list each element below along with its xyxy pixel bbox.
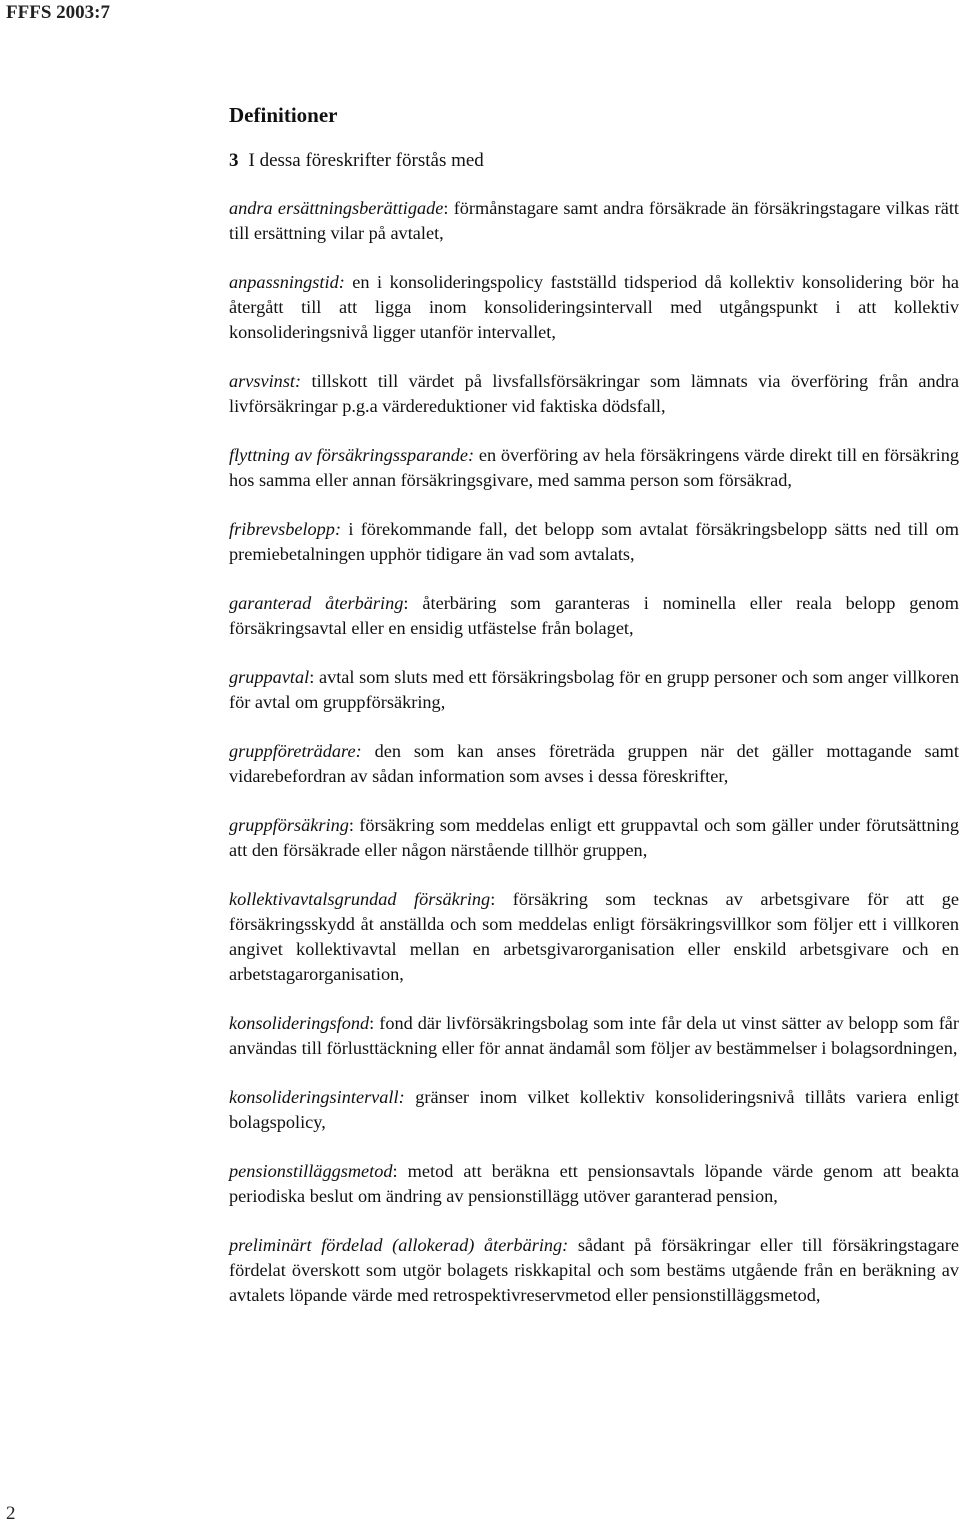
definition-term: preliminärt fördelad (allokerad) återbäring: <box>229 1235 569 1255</box>
definition-separator <box>362 741 375 761</box>
definition-item <box>229 443 959 493</box>
definition-term: flyttning av försäkringssparande: <box>229 445 475 465</box>
definition-text: metod att beräkna ett pensionsavtals löpande värde genom att beakta periodiska beslut om ändring av pensionstillägg utöver garanterad pension, <box>229 1161 959 1206</box>
definition-item <box>229 517 959 567</box>
definition-term: konsolideringsintervall: <box>229 1087 405 1107</box>
document-body <box>229 103 959 1332</box>
page-number: 2 <box>6 1503 16 1524</box>
definition-separator: : <box>403 593 423 613</box>
definition-item <box>229 1085 959 1135</box>
definition-text: sådant på försäkringar eller till försäkringstagare fördelat överskott som utgör bolagets riskkapital och som bestäms utgående från en beräkning av avtalets löpande värde med retrospektivreservmetod eller pensionstilläggsmetod, <box>229 1235 959 1305</box>
definition-term: gruppförsäkring <box>229 815 349 835</box>
definition-separator: : <box>309 667 319 687</box>
definition-separator: : <box>369 1013 380 1033</box>
definition-term: andra ersättningsberättigade <box>229 198 444 218</box>
definition-term: garanterad återbäring <box>229 593 404 613</box>
paragraph-number: 3 <box>229 150 239 171</box>
definition-term: konsolideringsfond <box>229 1013 370 1033</box>
definition-text: försäkring som tecknas av arbetsgivare för att ge försäkringsskydd åt anställda och som meddelas enligt försäkringsvillkor som följer ett i villkoren angivet kollektivavtal mellan en arbetsgivarorganisation eller enskild arbetsgivare och en arbetstagarorganisation, <box>229 889 959 984</box>
document-id-header: FFFS 2003:7 <box>6 2 110 23</box>
definition-text: avtal som sluts med ett försäkringsbolag för en grupp personer och som anger villkoren för avtal om gruppförsäkring, <box>229 667 959 712</box>
definition-item <box>229 1011 959 1061</box>
definition-text: gränser inom vilket kollektiv konsolideringsnivå tillåts variera enligt bolagspolicy, <box>229 1087 959 1132</box>
definition-item <box>229 739 959 789</box>
definition-text: fond där livförsäkringsbolag som inte får dela ut vinst sätter av belopp som får användas till förlusttäckning eller för annat ändamål som följer av bestämmelser i bolagsordningen, <box>229 1013 959 1058</box>
definition-text: en överföring av hela försäkringens värde direkt till en försäkring hos samma eller annan försäkringsgivare, med samma person som försäkrad, <box>229 445 959 490</box>
definition-item <box>229 665 959 715</box>
definition-term: gruppavtal <box>229 667 310 687</box>
definition-text: en i konsolideringspolicy fastställd tidsperiod då kollektiv konsolidering bör ha återgått till att ligga inom konsolideringsintervall med utgångspunkt i att kollektiv konsolideringsnivå ligger utanför intervallet, <box>229 272 959 342</box>
definition-separator: : <box>392 1161 408 1181</box>
definitions-list <box>229 196 959 1308</box>
definition-item <box>229 270 959 345</box>
definition-text: i förekommande fall, det belopp som avtalat försäkringsbelopp sätts ned till om premiebetalningen upphör tidigare än vad som avtalats, <box>229 519 959 564</box>
section-heading: Definitioner <box>229 103 338 127</box>
definition-separator <box>405 1087 416 1107</box>
definition-separator <box>301 371 311 391</box>
definition-text: förmånstagare samt andra försäkrade än försäkringstagare vilkas rätt till ersättning vilar på avtalet, <box>229 198 959 243</box>
definition-term: pensionstilläggsmetod <box>229 1161 393 1181</box>
definition-item <box>229 591 959 641</box>
definition-text: den som kan anses företräda gruppen när det gäller mottagande samt vidarebefordran av sådan information som avses i dessa föreskrifter, <box>229 741 959 786</box>
definition-term: gruppföreträdare: <box>229 741 362 761</box>
definition-separator: : <box>490 889 513 909</box>
definition-item <box>229 813 959 863</box>
definition-text: försäkring som meddelas enligt ett gruppavtal och som gäller under förutsättning att den försäkrade eller någon närstående tillhör gruppen, <box>229 815 960 860</box>
definition-item <box>229 1233 959 1308</box>
definition-term: anpassningstid: <box>229 272 345 292</box>
definition-separator: : <box>443 198 454 218</box>
definition-term: fribrevsbelopp: <box>229 519 342 539</box>
intro-text: I dessa föreskrifter förstås med <box>248 150 484 171</box>
definition-text: återbäring som garanteras i nominella eller reala belopp genom försäkringsavtal eller en ensidig utfästelse från bolaget, <box>229 593 960 638</box>
definition-separator <box>568 1235 578 1255</box>
definition-term: arvsvinst: <box>229 371 302 391</box>
definition-item <box>229 369 959 419</box>
paragraph-intro <box>229 150 959 172</box>
definition-item <box>229 1159 959 1209</box>
definition-item <box>229 196 959 246</box>
definition-term: kollektivavtalsgrundad försäkring <box>229 889 491 909</box>
definition-text: tillskott till värdet på livsfallsförsäkringar som lämnats via överföring från andra livförsäkringar p.g.a värdereduktioner vid faktiska dödsfall, <box>229 371 959 416</box>
definition-item <box>229 887 959 987</box>
definition-separator: : <box>348 815 360 835</box>
